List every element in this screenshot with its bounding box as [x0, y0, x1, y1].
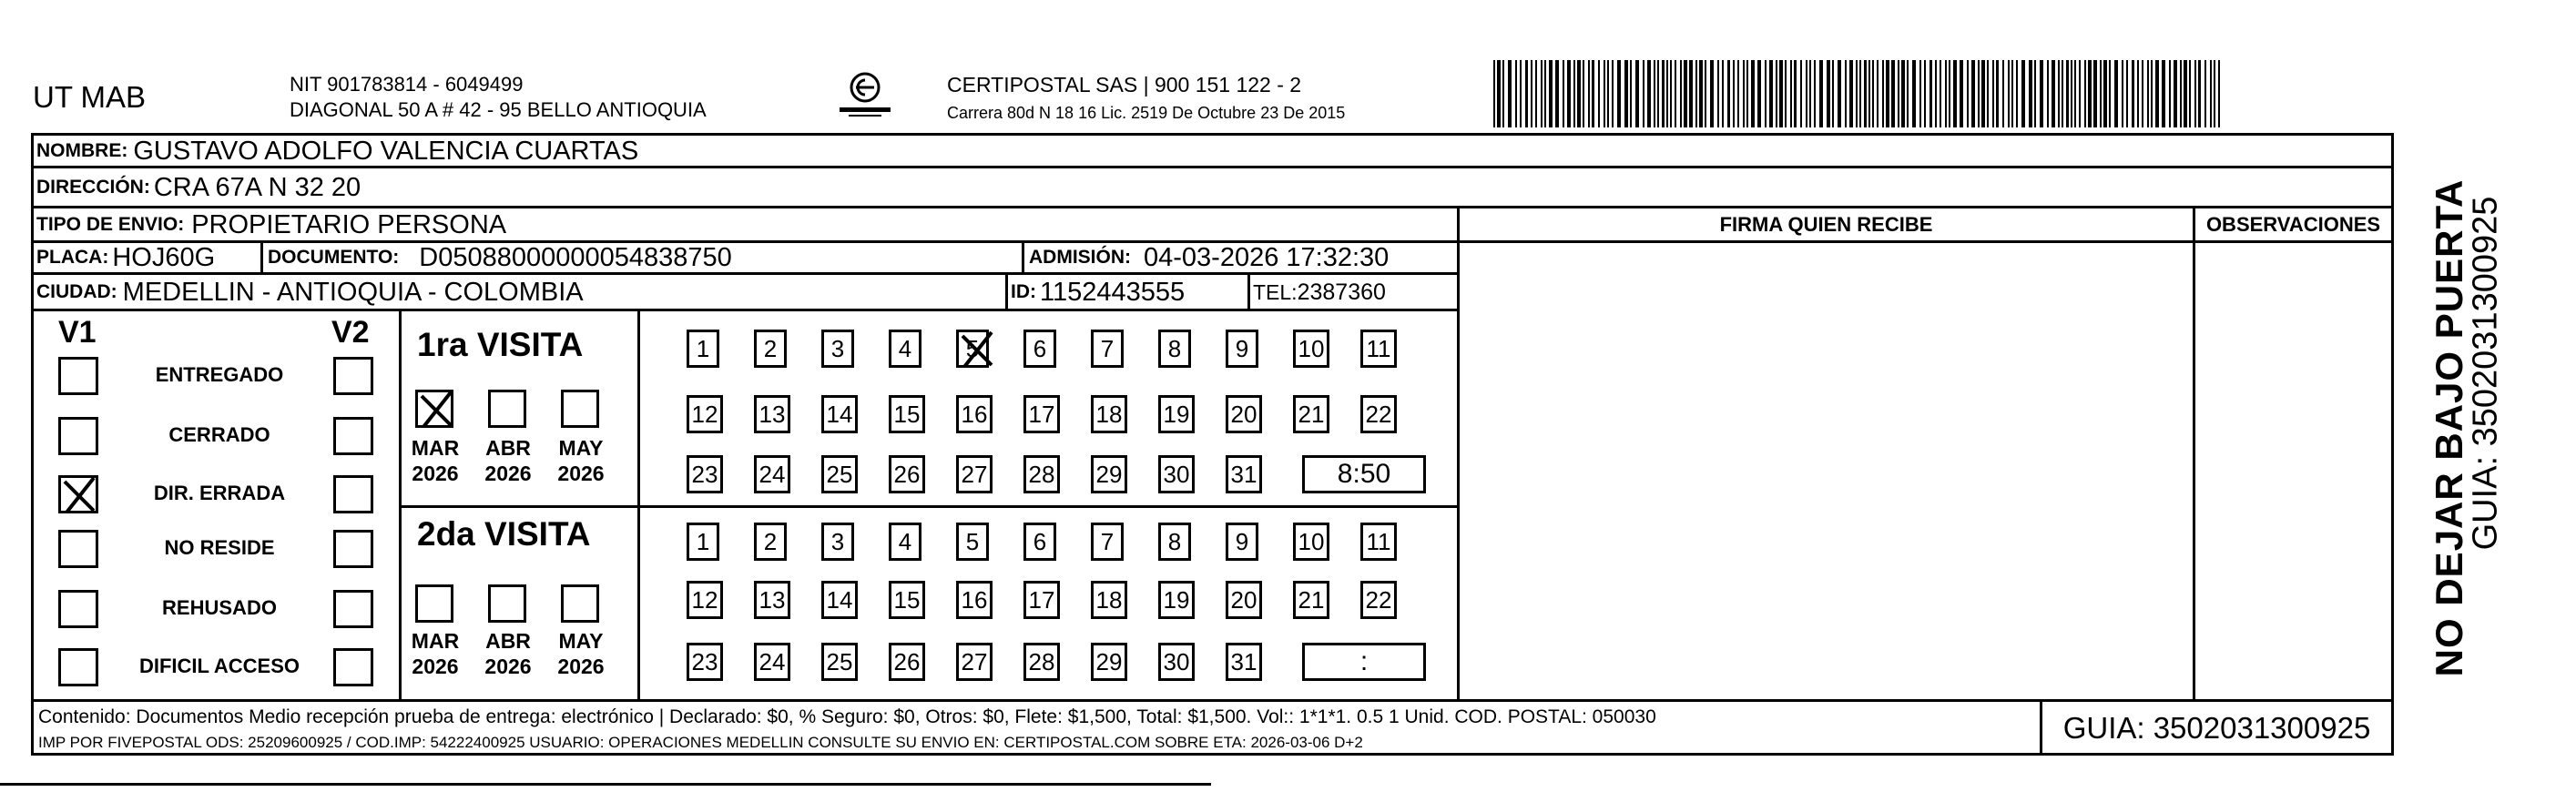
day-box[interactable]: 17 — [1023, 395, 1060, 433]
barcode-bar — [1647, 60, 1651, 127]
day-box[interactable]: 28 — [1023, 455, 1060, 493]
day-box[interactable]: 11 — [1360, 523, 1397, 561]
barcode-bar — [2093, 60, 2097, 127]
barcode-bar — [1765, 60, 1767, 127]
barcode-bar — [1544, 60, 1546, 127]
day-box[interactable]: 8 — [1158, 330, 1191, 368]
month-label: ABR — [485, 436, 531, 460]
barcode-bar — [1891, 60, 1895, 127]
barcode-bar — [2029, 60, 2032, 127]
barcode-bar — [2184, 60, 2187, 127]
barcode-bar — [1588, 60, 1590, 127]
barcode-bar — [1695, 60, 1697, 127]
barcode-bar — [2071, 60, 2072, 127]
day-box[interactable]: 13 — [754, 395, 790, 433]
day-box[interactable]: 25 — [821, 455, 858, 493]
barcode-bar — [1689, 60, 1693, 127]
day-box[interactable]: 6 — [1023, 330, 1056, 368]
day-box[interactable]: 1 — [687, 330, 719, 368]
barcode-bar — [2210, 60, 2212, 127]
barcode-bar — [2198, 60, 2201, 127]
company-nit: NIT 901783814 - 6049499 — [290, 73, 524, 96]
barcode-bar — [1827, 60, 1830, 127]
visit-time-box[interactable]: 8:50 — [1302, 455, 1426, 493]
barcode-bar — [1733, 60, 1735, 127]
barcode-bar — [2047, 60, 2049, 127]
tel-cell: TEL: 2387360 — [1253, 279, 1386, 305]
status-reason-label: ENTREGADO — [155, 363, 284, 386]
observaciones-header: OBSERVACIONES — [2205, 213, 2381, 236]
barcode-bar — [1535, 60, 1537, 127]
day-box[interactable]: 26 — [889, 455, 925, 493]
barcode-bar — [2218, 60, 2220, 127]
barcode-bar — [2002, 60, 2004, 127]
id-number: 1152443555 — [1040, 277, 1186, 307]
day-box[interactable]: 29 — [1091, 455, 1127, 493]
day-box[interactable]: 23 — [687, 455, 723, 493]
check-mark-icon — [57, 472, 103, 518]
check-mark-icon — [414, 387, 460, 432]
barcode-bar — [1684, 60, 1687, 127]
barcode-bar — [1924, 60, 1926, 127]
barcode-bar — [1654, 60, 1655, 127]
carrier-license: Carrera 80d N 18 16 Lic. 2519 De Octubre 23 De 2015 — [947, 104, 1346, 122]
footer-guia: GUIA: 3502031300925 — [2062, 711, 2371, 745]
day-box[interactable]: 6 — [1023, 523, 1056, 561]
certipostal-logo — [829, 67, 901, 122]
status-reason-label: DIR. ERRADA — [153, 482, 286, 504]
barcode-bar — [2103, 60, 2107, 127]
barcode-bar — [2174, 60, 2177, 127]
day-box[interactable]: 2 — [754, 523, 787, 561]
barcode-bar — [1912, 60, 1916, 127]
barcode-bar — [1502, 60, 1504, 127]
barcode-bar — [2155, 60, 2159, 127]
barcode-bar — [1493, 60, 1495, 127]
day-box[interactable]: 31 — [1226, 643, 1262, 681]
visit-time-box[interactable]: : — [1302, 643, 1426, 681]
barcode-bar — [1705, 60, 1706, 127]
barcode-bar — [2126, 60, 2128, 127]
month-year: 2026 — [557, 462, 605, 485]
admission-datetime: 04-03-2026 17:32:30 — [1144, 242, 1390, 272]
recipient-name: GUSTAVO ADOLFO VALENCIA CUARTAS — [133, 136, 639, 166]
barcode-bar — [1929, 60, 1932, 127]
barcode-bar — [2062, 60, 2063, 127]
barcode-bar — [2058, 60, 2060, 127]
barcode-bar — [1592, 60, 1594, 127]
barcode-bar — [1949, 60, 1950, 127]
company-name: UT MAB — [33, 80, 147, 114]
month-label: MAR — [411, 629, 460, 653]
barcode-bar — [1555, 60, 1559, 127]
shipment-type: PROPIETARIO PERSONA — [191, 209, 507, 239]
barcode-bar — [1612, 60, 1614, 127]
barcode-bar — [1996, 60, 1999, 127]
barcode-bar — [1790, 60, 1792, 127]
status-reason-label: CERRADO — [168, 423, 270, 446]
barcode-bar — [1563, 60, 1564, 127]
barcode-bar — [1978, 60, 1980, 127]
barcode-bar — [1515, 60, 1517, 127]
city: MEDELLIN - ANTIOQUIA - COLOMBIA — [122, 277, 584, 307]
v1-checkbox[interactable] — [58, 530, 98, 568]
day-box[interactable]: 27 — [956, 643, 993, 681]
barcode — [1493, 60, 2222, 127]
day-box[interactable]: 13 — [754, 581, 790, 619]
v1-checkbox[interactable] — [58, 357, 98, 395]
month-year: 2026 — [484, 462, 532, 485]
barcode-bar — [1727, 60, 1730, 127]
v2-checkbox[interactable] — [333, 530, 373, 568]
barcode-bar — [1662, 60, 1665, 127]
barcode-bar — [2132, 60, 2134, 127]
barcode-bar — [1859, 60, 1861, 127]
day-box[interactable]: 12 — [687, 581, 723, 619]
barcode-bar — [1598, 60, 1600, 127]
footer-imp: IMP POR FIVEPOSTAL ODS: 25209600925 / COD.IMP: 54222400925 USUARIO: OPERACIONES MEDELLIN CONSULTE SU ENVIO EN: CERTIPOSTAL.COM SOBRE ETA: 2026-03-06 D+2 — [38, 734, 1363, 751]
barcode-bar — [1901, 60, 1905, 127]
side-guia-text: GUIA: 3502031300925 — [2466, 196, 2505, 551]
ciudad-cell: CIUDAD: MEDELLIN - ANTIOQUIA - COLOMBIA — [36, 277, 584, 307]
day-box[interactable]: 5 — [956, 330, 989, 368]
barcode-bar — [1940, 60, 1941, 127]
barcode-bar — [1919, 60, 1921, 127]
v1-checkbox[interactable] — [58, 417, 98, 455]
barcode-bar — [1607, 60, 1609, 127]
barcode-bar — [1577, 60, 1581, 127]
day-box[interactable]: 4 — [889, 523, 921, 561]
barcode-bar — [2151, 60, 2153, 127]
day-box[interactable]: 24 — [754, 643, 790, 681]
barcode-bar — [1722, 60, 1724, 127]
month-checkbox[interactable] — [561, 390, 599, 428]
month-checkbox[interactable] — [561, 584, 599, 623]
barcode-bar — [2011, 60, 2013, 127]
barcode-bar — [1624, 60, 1628, 127]
barcode-bar — [1898, 60, 1899, 127]
day-box[interactable]: 7 — [1091, 523, 1124, 561]
day-box[interactable]: 14 — [821, 395, 858, 433]
footer-contenido: Contenido: Documentos Medio recepción prueba de entrega: electrónico | Declarado: $0, % Seguro: $0, Otros: $0, Flete: $1,500, Total: $1,500. Vol:: 1*1*1. 0.5 1 Unid. COD. POSTAL: 050030 — [38, 706, 1656, 727]
barcode-bar — [2147, 60, 2149, 127]
day-box[interactable]: 17 — [1023, 581, 1060, 619]
barcode-bar — [1630, 60, 1632, 127]
day-box[interactable]: 4 — [889, 330, 921, 368]
barcode-bar — [2180, 60, 2182, 127]
company-address: DIAGONAL 50 A # 42 - 95 BELLO ANTIOQUIA — [290, 98, 707, 121]
barcode-bar — [1751, 60, 1755, 127]
barcode-bar — [2162, 60, 2165, 127]
day-box[interactable]: 22 — [1360, 581, 1397, 619]
barcode-bar — [1604, 60, 1605, 127]
v2-checkbox[interactable] — [333, 648, 373, 686]
barcode-bar — [1967, 60, 1969, 127]
barcode-bar — [1531, 60, 1532, 127]
document-number: D05088000000054838750 — [419, 242, 732, 272]
barcode-bar — [2052, 60, 2055, 127]
barcode-bar — [1776, 60, 1777, 127]
barcode-bar — [1779, 60, 1783, 127]
carrier-name: CERTIPOSTAL SAS | 900 151 122 - 2 — [947, 73, 1302, 96]
barcode-bar — [2214, 60, 2215, 127]
firma-header: FIRMA QUIEN RECIBE — [1719, 213, 1933, 236]
direccion-row: DIRECCIÓN: CRA 67A N 32 20 — [36, 172, 361, 202]
admision-cell: ADMISIÓN: 04-03-2026 17:32:30 — [1029, 242, 1390, 272]
day-box[interactable]: 23 — [687, 643, 723, 681]
visit-2-title: 2da VISITA — [417, 515, 591, 553]
barcode-bar — [1819, 60, 1823, 127]
barcode-bar — [1838, 60, 1841, 127]
day-box[interactable]: 21 — [1293, 395, 1329, 433]
day-box[interactable]: 9 — [1226, 523, 1258, 561]
day-box[interactable]: 16 — [956, 581, 993, 619]
v1-checkbox[interactable] — [58, 590, 98, 628]
day-box[interactable]: 20 — [1226, 395, 1262, 433]
day-box[interactable]: 10 — [1293, 330, 1329, 368]
day-box[interactable]: 12 — [687, 395, 723, 433]
barcode-bar — [2008, 60, 2010, 127]
v2-checkbox[interactable] — [333, 417, 373, 455]
barcode-bar — [2100, 60, 2102, 127]
day-box[interactable]: 18 — [1091, 581, 1127, 619]
barcode-bar — [1809, 60, 1811, 127]
day-box[interactable]: 16 — [956, 395, 993, 433]
day-box[interactable]: 19 — [1158, 395, 1195, 433]
barcode-bar — [1960, 60, 1963, 127]
day-box[interactable]: 3 — [821, 523, 854, 561]
barcode-bar — [1987, 60, 1989, 127]
month-checkbox[interactable] — [488, 390, 526, 428]
barcode-bar — [1935, 60, 1937, 127]
barcode-bar — [1699, 60, 1703, 127]
day-box[interactable]: 21 — [1293, 581, 1329, 619]
month-year: 2026 — [557, 655, 605, 678]
day-box[interactable]: 10 — [1293, 523, 1329, 561]
month-label: MAR — [411, 436, 460, 460]
barcode-bar — [1872, 60, 1874, 127]
barcode-bar — [2169, 60, 2171, 127]
barcode-bar — [1541, 60, 1543, 127]
month-year: 2026 — [484, 655, 532, 678]
day-box[interactable]: 3 — [821, 330, 854, 368]
barcode-bar — [1643, 60, 1644, 127]
barcode-bar — [1680, 60, 1682, 127]
month-year: 2026 — [412, 655, 459, 678]
recipient-address: CRA 67A N 32 20 — [153, 172, 361, 202]
barcode-bar — [1675, 60, 1676, 127]
day-box[interactable]: 1 — [687, 523, 719, 561]
day-box[interactable]: 14 — [821, 581, 858, 619]
day-box[interactable]: 25 — [821, 643, 858, 681]
v2-checkbox[interactable] — [333, 475, 373, 513]
v1-checkbox[interactable] — [58, 475, 98, 513]
day-box[interactable]: 31 — [1226, 455, 1262, 493]
day-box[interactable]: 2 — [754, 330, 787, 368]
barcode-bar — [2074, 60, 2076, 127]
barcode-bar — [1886, 60, 1889, 127]
id-cell: ID: 1152443555 — [1011, 277, 1186, 307]
day-box[interactable]: 30 — [1158, 455, 1195, 493]
barcode-bar — [2084, 60, 2086, 127]
day-box[interactable]: 15 — [889, 395, 925, 433]
day-box[interactable]: 30 — [1158, 643, 1195, 681]
barcode-bar — [1800, 60, 1802, 127]
barcode-bar — [2079, 60, 2081, 127]
barcode-bar — [1814, 60, 1816, 127]
month-label: MAY — [558, 436, 604, 460]
barcode-bar — [1666, 60, 1668, 127]
barcode-bar — [1877, 60, 1879, 127]
barcode-bar — [1785, 60, 1787, 127]
barcode-bar — [1849, 60, 1853, 127]
barcode-bar — [1567, 60, 1571, 127]
tipo-row: TIPO DE ENVIO: PROPIETARIO PERSONA — [36, 209, 507, 239]
day-box[interactable]: 9 — [1226, 330, 1258, 368]
month-checkbox[interactable] — [415, 390, 453, 428]
barcode-bar — [2066, 60, 2069, 127]
barcode-bar — [2040, 60, 2043, 127]
barcode-bar — [1737, 60, 1739, 127]
barcode-bar — [1525, 60, 1528, 127]
barcode-bar — [1856, 60, 1858, 127]
check-mark-icon — [955, 327, 1001, 372]
barcode-bar — [1573, 60, 1575, 127]
barcode-bar — [2088, 60, 2092, 127]
barcode-bar — [1882, 60, 1884, 127]
documento-cell: DOCUMENTO: D05088000000054838750 — [268, 242, 732, 272]
barcode-bar — [1864, 60, 1867, 127]
day-box[interactable]: 29 — [1091, 643, 1127, 681]
month-checkbox[interactable] — [415, 584, 453, 623]
barcode-bar — [2034, 60, 2036, 127]
barcode-bar — [2142, 60, 2143, 127]
barcode-bar — [1992, 60, 1994, 127]
visit-1-title: 1ra VISITA — [417, 326, 584, 363]
barcode-bar — [1657, 60, 1659, 127]
barcode-bar — [1710, 60, 1714, 127]
v2-checkbox[interactable] — [333, 590, 373, 628]
barcode-bar — [1746, 60, 1748, 127]
barcode-bar — [1717, 60, 1719, 127]
month-label: MAY — [558, 629, 604, 653]
nombre-row: NOMBRE: GUSTAVO ADOLFO VALENCIA CUARTAS — [36, 136, 639, 166]
status-reason-label: DIFICIL ACCESO — [138, 655, 300, 677]
barcode-bar — [1583, 60, 1584, 127]
barcode-bar — [1757, 60, 1761, 127]
v1-checkbox[interactable] — [58, 648, 98, 686]
barcode-bar — [2122, 60, 2123, 127]
placa-cell: PLACA: HOJ60G — [36, 242, 216, 272]
barcode-bar — [2109, 60, 2111, 127]
barcode-bar — [1868, 60, 1870, 127]
day-box[interactable]: 27 — [956, 455, 993, 493]
barcode-bar — [1743, 60, 1745, 127]
barcode-bar — [1508, 60, 1512, 127]
barcode-bar — [1845, 60, 1847, 127]
barcode-bar — [1635, 60, 1639, 127]
barcode-bar — [2137, 60, 2139, 127]
barcode-bar — [1617, 60, 1621, 127]
barcode-bar — [2021, 60, 2025, 127]
barcode-bar — [1806, 60, 1807, 127]
barcode-bar — [1549, 60, 1553, 127]
plate-number: HOJ60G — [112, 242, 216, 272]
month-checkbox[interactable] — [488, 584, 526, 623]
barcode-bar — [1497, 60, 1501, 127]
barcode-bar — [2194, 60, 2196, 127]
day-box[interactable]: 7 — [1091, 330, 1124, 368]
day-box[interactable]: 24 — [754, 455, 790, 493]
month-year: 2026 — [412, 462, 459, 485]
barcode-bar — [2204, 60, 2206, 127]
day-box[interactable]: 5 — [956, 523, 989, 561]
status-reason-label: NO RESIDE — [164, 536, 275, 559]
day-box[interactable]: 18 — [1091, 395, 1127, 433]
phone-number: 2387360 — [1297, 279, 1386, 305]
barcode-bar — [2114, 60, 2118, 127]
day-box[interactable]: 20 — [1226, 581, 1262, 619]
day-box[interactable]: 28 — [1023, 643, 1060, 681]
no-dejar-bajo-puerta: NO DEJAR BAJO PUERTA — [2428, 178, 2470, 677]
barcode-bar — [1953, 60, 1957, 127]
month-label: ABR — [485, 629, 531, 653]
barcode-bar — [2016, 60, 2018, 127]
v2-checkbox[interactable] — [333, 357, 373, 395]
barcode-bar — [1769, 60, 1773, 127]
barcode-bar — [1981, 60, 1985, 127]
status-reason-label: REHUSADO — [162, 596, 277, 619]
day-box[interactable]: 15 — [889, 581, 925, 619]
day-box[interactable]: 8 — [1158, 523, 1191, 561]
barcode-bar — [2189, 60, 2191, 127]
barcode-bar — [1520, 60, 1522, 127]
barcode-bar — [1670, 60, 1672, 127]
barcode-bar — [1971, 60, 1975, 127]
barcode-bar — [1907, 60, 1909, 127]
barcode-bar — [1945, 60, 1947, 127]
day-box[interactable]: 22 — [1360, 395, 1397, 433]
day-box[interactable]: 19 — [1158, 581, 1195, 619]
day-box[interactable]: 11 — [1360, 330, 1397, 368]
barcode-bar — [1794, 60, 1797, 127]
day-box[interactable]: 26 — [889, 643, 925, 681]
barcode-bar — [1832, 60, 1834, 127]
v1-label: V1 — [58, 315, 97, 350]
v2-label: V2 — [331, 315, 370, 350]
